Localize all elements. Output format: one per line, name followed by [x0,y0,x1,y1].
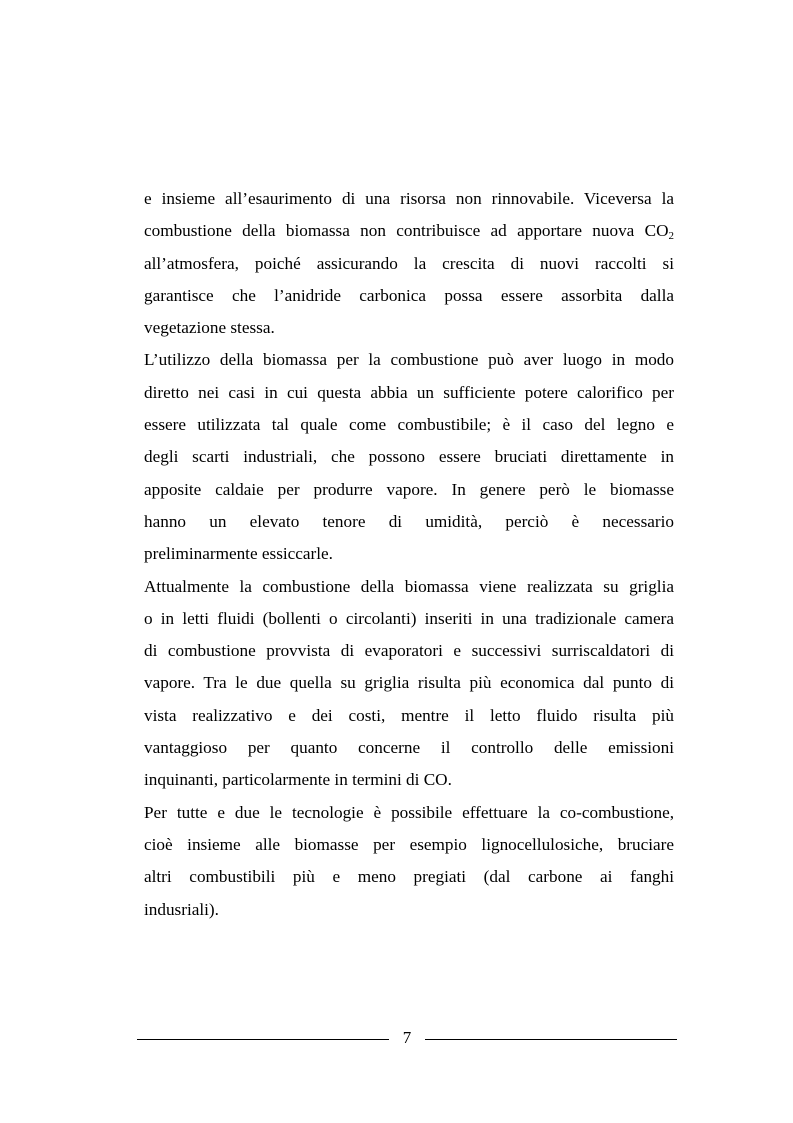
text-line: essere utilizzata tal quale come combustibile; è il caso del legno e [144,415,674,435]
page-footer [137,1026,677,1050]
text-line: e insieme all’esaurimento di una risorsa non rinnovabile. Viceversa la [144,189,674,208]
text-line: inquinanti, particolarmente in termini di CO. [144,770,452,790]
page-number: 7 [402,1028,412,1047]
text-line: cioè insieme alle biomasse per esempio lignocellulosiche, bruciare [144,834,674,854]
text-line: all’atmosfera, poiché assicurando la crescita di nuovi raccolti si [144,253,674,273]
text-line: vegetazione stessa. [144,318,275,338]
co2-subscript: 2 [668,230,674,243]
text-line: garantisce che l’anidride carbonica possa essere assorbita dalla [144,285,674,305]
text-line: Per tutte e due le tecnologie è possibile effettuare la co-combustione, [144,802,674,822]
text-line: altri combustibili più e meno pregiati (dal carbone ai fanghi [144,867,674,887]
text-line: degli scarti industriali, che possono essere bruciati direttamente in [144,447,674,467]
text-line: vista realizzativo e dei costi, mentre il letto fluido risulta più [144,705,674,725]
body-text [144,183,674,926]
text-line: di combustione provvista di evaporatori e successivi surriscaldatori di [144,641,674,661]
text-line: o in letti fluidi (bollenti o circolanti) inseriti in una tradizionale camera [144,608,674,628]
text-line-content: combustione della biomassa non contribuisce ad apportare nuova CO [144,221,669,241]
footer-rule-right [425,1039,677,1040]
footer-rule-left [137,1039,389,1040]
text-line [144,215,674,247]
text-line: apposite caldaie per produrre vapore. In genere però le biomasse [144,479,674,499]
text-line: preliminarmente essiccarle. [144,544,333,564]
text-line: Attualmente la combustione della biomassa viene realizzata su griglia [144,576,674,596]
text-line: diretto nei casi in cui questa abbia un sufficiente potere calorifico per [144,382,674,402]
text-line: vantaggioso per quanto concerne il controllo delle emissioni [144,738,674,758]
text-line: hanno un elevato tenore di umidità, perciò è necessario [144,511,674,531]
text-line: L’utilizzo della biomassa per la combustione può aver luogo in modo [144,350,674,370]
text-line: vapore. Tra le due quella su griglia risulta più economica dal punto di [144,673,674,693]
text-line: indusriali). [144,899,219,919]
